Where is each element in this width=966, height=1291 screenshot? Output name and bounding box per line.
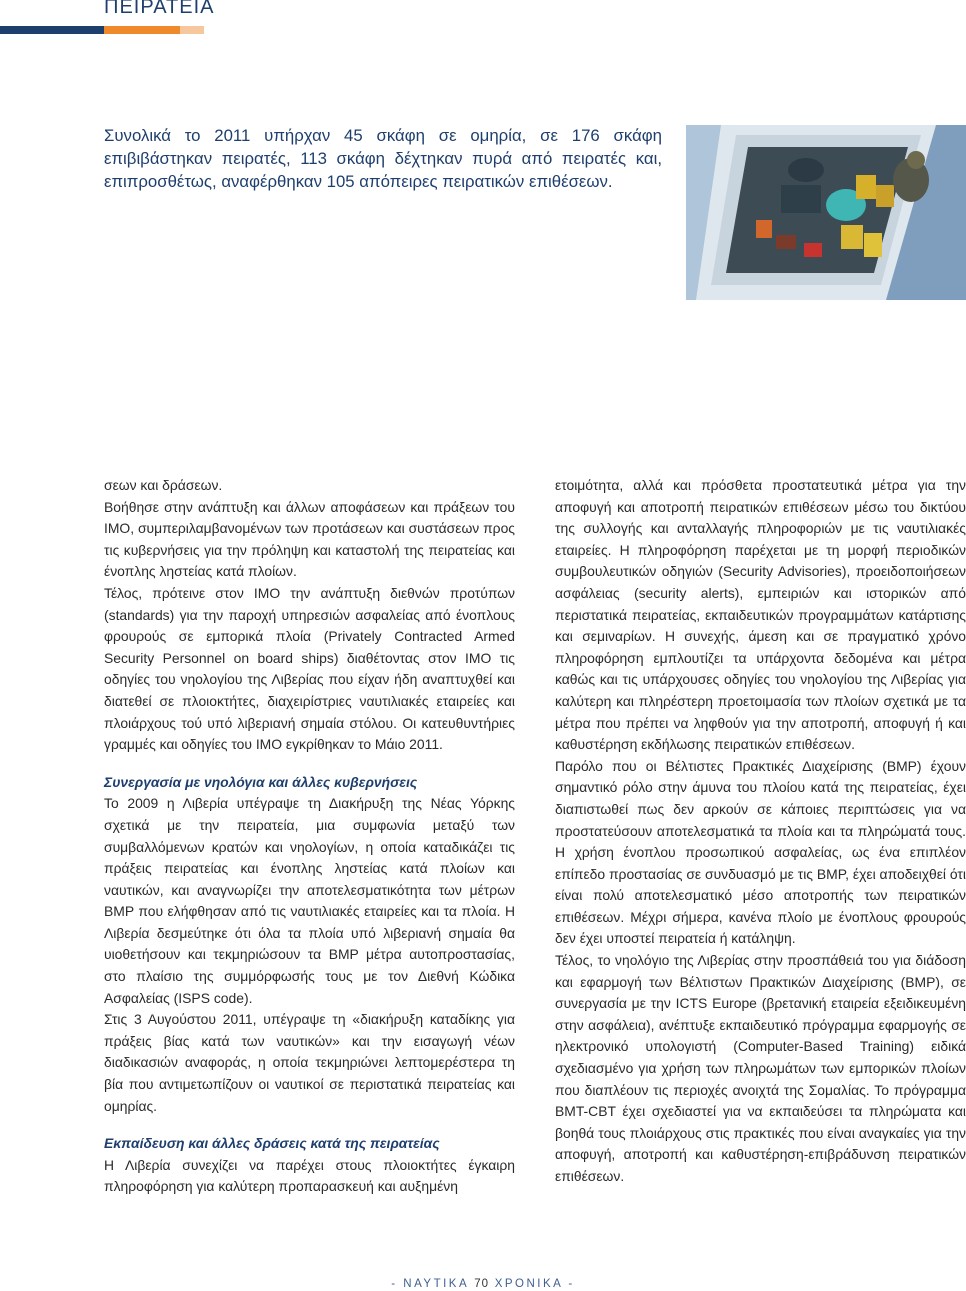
footer-right: ΧΡΟΝΙΚΑ - — [494, 1278, 575, 1290]
paragraph: Παρόλο που οι Βέλτιστες Πρακτικές Διαχείρισης (BMP) έχουν σημαντικό ρόλο στην άμυνα του πλοίου κατά της πειρατείας, έχει διαπιστωθεί πως δεν αρκούν σε κάποιες περιπτώσεις για να προστατεύσουν αποτελεσματικά τα πλοία και τα πληρώματά τους. Η χρήση ένοπλου προσωπικού ασφαλείας, ως ένα επιπλέον επίπεδο προστασίας σε συνδυασμό με τις BMP, έχει αποδειχθεί ότι είναι πολύ αποτελεσματικό μέσο αποτροπής των πειρατικών επιθέσεων. Μέχρι σήμερα, κανένα πλοίο με ένοπλους φρουρούς δεν έχει υποστεί πειρατεία ή κατάληψη. — [555, 757, 966, 947]
paragraph: Τέλος, πρότεινε στον IMO την ανάπτυξη διεθνών προτύπων (standards) για την παροχή υπηρεσιών ασφαλείας από ένοπλους φρουρούς σε εμπορικά πλοία (Privately Contracted Armed Security Personnel on board ships) διαθέτοντας στον ΙΜΟ τις οδηγίες του νηολογίου της Λιβερίας που είχαν ήδη αναπτυχθεί και διατεθεί σε πλοιοκτήτες, διαχειρίστριες ναυτιλιακές εταιρείες και πλοιάρχους τού υπό λιβεριανή σημαία στόλου. Οι κατευθυντήριες γραμμές και οδηγίες του ΙΜΟ εγκρίθηκαν το Μάιο 2011. — [104, 584, 515, 753]
paragraph: Το 2009 η Λιβερία υπέγραψε τη Διακήρυξη της Νέας Υόρκης σχετικά με την πειρατεία, μια συμφωνία μεταξύ των συμβαλλόμενων κρατών και νηολογίων, η οποία καταδικάζει τις πράξεις πειρατείας και ένοπλης ληστείας κατά πλοίων και ναυτικών, και αναγνωρίζει την αποτελεσματικότητα των μέτρων BMP που ελήφθησαν από τις ναυτιλιακές εταιρείες και τα πλοία. Η Λιβερία δεσμεύτηκε ότι όλα τα πλοία υπό λιβεριανή σημαία θα υιοθετήσουν και τεκμηριώσουν τα BMP μέτρα αυτοπροστασίας, στο πλαίσιο της συμμόρφωσής τους με τον Διεθνή Κώδικα Ασφαλείας (ISPS code). — [104, 795, 515, 1006]
intro-highlight: Συνολικά το 2011 υπήρχαν 45 σκάφη σε ομηρία, σε 176 σκάφη επιβιβάστηκαν πειρατές, 113 σκάφη δέχτηκαν πυρά από πειρατές και, επιπροσθέτως, αναφέρθηκαν 105 απόπειρες πειρατικών επιθέσεων. — [104, 126, 662, 191]
paragraph: σεων και δράσεων. — [104, 477, 223, 493]
paragraph: Στις 3 Αυγούστου 2011, υπέγραψε τη «διακήρυξη καταδίκης για πράξεις βίας κατά των ναυτικών» και την εισαγωγή νέων διαδικασιών αναφοράς, η οποία τεκμηριώνει λεπτομερέστερα τη βία που αντιμετωπίζουν οι ναυτικοί σε περιστατικά πειρατείας και ομηρίας. — [104, 1011, 515, 1114]
photo-skiff-icon — [686, 125, 966, 300]
header-rule-peach — [180, 26, 204, 34]
footer-left: - ΝΑΥΤΙΚΑ — [391, 1278, 469, 1290]
photo-illustration — [686, 125, 966, 300]
paragraph: ετοιμότητα, αλλά και πρόσθετα προστατευτικά μέτρα για την αποφυγή και αποτροπή πειρατικών επιθέσεων μέσω του δικτύου της συλλογής και ανταλλαγής πληροφοριών με τις ναυτιλιακές εταιρείες. Η πληροφόρηση παρέχεται με τη μορφή περιοδικών συμβουλευτικών οδηγιών (Security Advisories), προειδοποιήσεων ασφάλειας (security alerts), εμπειριών και ιστορικών από περιστατικά πειρατείας, εκπαιδευτικών προγραμμάτων κατάρτισης και σεμιναρίων. Η συνεχής, άμεση και σε πραγματικό χρόνο πληροφόρηση εμπλουτίζει τα υπάρχοντα δεδομένα και μέτρα καθώς και τις υπάρχουσες οδηγίες του νηολογίου της Λιβερίας για καλύτερη και πληρέστερη προετοιμασία των πλοίων σχετικά με τα μέτρα που πρέπει να ληφθούν για την αποτροπή, αποφυγή ή και καθυστέρηση εκδήλωσης πειρατικών επιθέσεων. — [555, 477, 966, 753]
page-footer — [0, 1278, 966, 1290]
left-column — [104, 475, 515, 1198]
right-column — [555, 475, 966, 1188]
paragraph: Βοήθησε στην ανάπτυξη και άλλων αποφάσεων και πράξεων του ΙΜΟ, συμπεριλαμβανομένων των προτάσεων και συστάσεων προς τις κυβερνήσεις για την πρόληψη και καταστολή της πειρατείας και ένοπλης ληστείας κατά πλοίων. — [104, 498, 515, 580]
paragraph: Τέλος, το νηολόγιο της Λιβερίας στην προσπάθειά του για διάδοση και εφαρμογή των Βέλτιστων Πρακτικών Διαχείρισης (BMP), σε συνεργασία με την ICTS Europe (βρετανική εταιρεία εξειδικευμένη στην ασφάλεια), ανέπτυξε εκπαιδευτικό πρόγραμμα εφαρμογής σε ηλεκτρονικό υπολογιστή (Computer-Based Training) ειδικά σχεδιασμένο για χρήση των πληρωμάτων των εμπορικών πλοίων που διαπλέουν τις περιοχές ανοιχτά της Σομαλίας. Το πρόγραμμα BMT-CBT έχει σχεδιαστεί για να εκπαιδεύσει τα πληρώματα και βοηθά τους πλοιάρχους στις πρακτικές που είναι αναγκαίες για την αποφυγή, αποτροπή και καθυστέρηση-επιβράδυνση πειρατικών επιθέσεων. — [555, 952, 966, 1184]
subheading-cooperation: Συνεργασία με νηολόγια και άλλες κυβερνήσεις — [104, 773, 418, 790]
header-rule-blue — [0, 26, 104, 34]
header-rule-orange — [104, 26, 180, 34]
page-number: 70 — [474, 1278, 489, 1290]
section-title: ΠΕΙΡΑΤΕΙΑ — [104, 0, 215, 18]
paragraph: Η Λιβερία συνεχίζει να παρέχει στους πλοιοκτήτες έγκαιρη πληροφόρηση για καλύτερη προπαρασκευή και αυξημένη — [104, 1156, 515, 1195]
subheading-training: Εκπαίδευση και άλλες δράσεις κατά της πειρατείας — [104, 1135, 440, 1152]
